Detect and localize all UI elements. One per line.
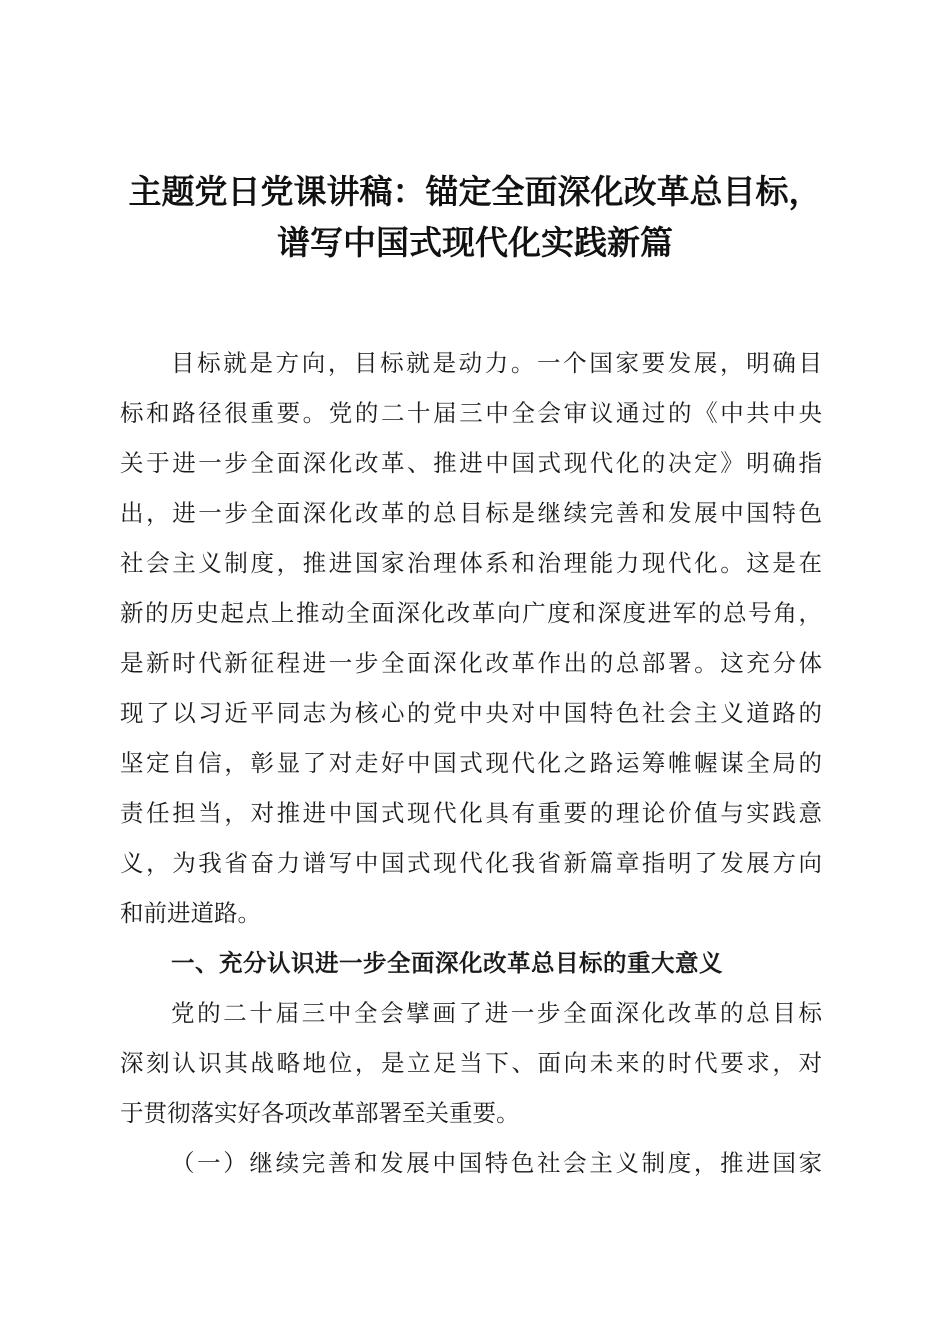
section-heading-1: 一、充分认识进一步全面深化改革总目标的重大意义 [171,949,723,977]
document-title [100,166,850,268]
paragraph-section-1 [120,988,822,1138]
paragraph-line: 新的历史起点上推动全面深化改革向广度和深度进军的总号角， [120,599,822,627]
paragraph-line: 现了以习近平同志为核心的党中央对中国特色社会主义道路的 [120,699,822,727]
paragraph-line: 和前进道路。 [120,899,261,927]
paragraph-line: 关于进一步全面深化改革、推进中国式现代化的决定》明确指 [120,449,822,477]
subheading-1: （一）继续完善和发展中国特色社会主义制度，推进国家 [171,1149,822,1177]
paragraph-line: 深刻认识其战略地位，是立足当下、面向未来的时代要求，对 [120,1049,822,1077]
paragraph-line: 社会主义制度，推进国家治理体系和治理能力现代化。这是在 [120,549,822,577]
paragraph-line: 责任担当，对推进中国式现代化具有重要的理论价值与实践意 [120,799,822,827]
paragraph-line: 出，进一步全面深化改革的总目标是继续完善和发展中国特色 [120,499,822,527]
paragraph-line: 是新时代新征程进一步全面深化改革作出的总部署。这充分体 [120,649,822,677]
title-line-1: 主题党日党课讲稿：锚定全面深化改革总目标， [128,172,822,211]
paragraph-line: 义，为我省奋力谱写中国式现代化我省新篇章指明了发展方向 [120,849,822,877]
paragraph-intro [120,338,822,938]
paragraph-line: 坚定自信，彰显了对走好中国式现代化之路运筹帷幄谋全局的 [120,749,822,777]
paragraph-line: 党的二十届三中全会擘画了进一步全面深化改革的总目标 [171,999,822,1027]
paragraph-line: 标和路径很重要。党的二十届三中全会审议通过的《中共中央 [120,399,822,427]
paragraph-line: 目标就是方向，目标就是动力。一个国家要发展，明确目 [171,349,822,377]
title-line-2: 谱写中国式现代化实践新篇 [277,223,673,262]
document-body [120,338,822,1188]
paragraph-line: 于贯彻落实好各项改革部署至关重要。 [120,1099,520,1127]
